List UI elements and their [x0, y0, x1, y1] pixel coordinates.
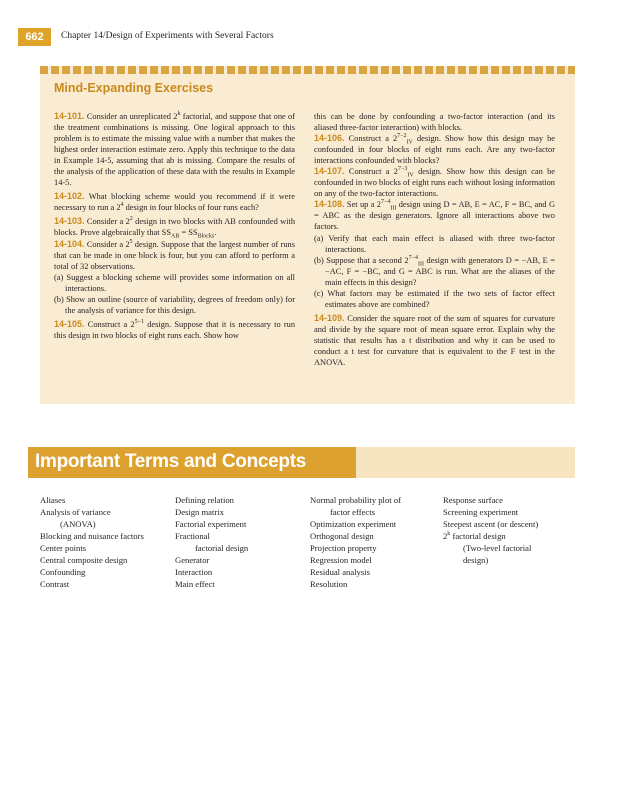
- exercise-14-108-a: (a) Verify that each main effect is aliased with three two-factor interactions.: [314, 233, 555, 254]
- page-header: [0, 28, 639, 46]
- term-item: Generator: [175, 555, 210, 566]
- mind-expanding-exercises-box: [40, 66, 575, 404]
- exercise-14-106: 14-106. Construct a $2^{7-2}_{IV}$ design. Show how this design may be confounded in four blocks of eight runs each. Are any two-factor interactions confounded with blocks?: [314, 133, 555, 166]
- term-item: Residual analysis: [310, 567, 370, 578]
- term-item: Factorial experiment: [175, 519, 247, 530]
- term-item: factor effects: [330, 507, 375, 518]
- term-item: 2$^k$ factorial design: [443, 531, 506, 542]
- term-item: Contrast: [40, 579, 70, 590]
- exercise-14-107: 14-107. Construct a $2^{7-3}_{IV}$ design. Show how this design can be confounded in two blocks of eight runs each without losing information on any of the two-factor interactions.: [314, 166, 555, 199]
- terms-title: Important Terms and Concepts: [35, 451, 307, 472]
- term-item: (ANOVA): [60, 519, 96, 530]
- exercise-14-104: 14-104. Consider a $2^5$ design. Suppose that the largest number of runs that can be made in one block is four, but you can afford to perform a total of 32 observations.: [54, 238, 295, 271]
- exercises-left-column: [54, 111, 295, 341]
- terms-column-2: [175, 494, 248, 590]
- terms-banner: [28, 447, 575, 478]
- term-item: Blocking and nuisance factors: [40, 531, 144, 542]
- term-item: Defining relation: [175, 495, 234, 505]
- terms-title-background: [28, 447, 356, 478]
- term-item: Orthogonal design: [310, 531, 374, 542]
- exercise-14-105: 14-105. Construct a $2^{5-1}$ design. Suppose that it is necessary to run this design in two blocks of eight runs each. Show how: [54, 318, 296, 340]
- term-item: design): [463, 555, 489, 566]
- exercise-14-104-b: (b) Show an outline (source of variability, degrees of freedom only) for the analysis of variance for this design.: [54, 294, 295, 315]
- term-item: Regression model: [310, 555, 372, 566]
- term-item: (Two-level factorial: [463, 543, 532, 554]
- term-item: Central composite design: [40, 555, 128, 566]
- exercise-14-103: 14-103. Consider a $2^2$ design in two blocks with AB confounded with blocks. Prove algebraically that $SS_{AB} = SS_{Blocks}$.: [54, 216, 296, 241]
- mind-title: Mind-Expanding Exercises: [54, 81, 214, 95]
- chapter-title: Chapter 14/Design of Experiments with Several Factors: [61, 31, 274, 41]
- exercise-14-108-b: (b) Suppose that a second $2^{7-4}_{III}$ design with generators D = −AB, E = −AC, F = −BC, and G = ABC is run. What are the aliases of the main effects in this design?: [314, 254, 555, 287]
- term-item: Projection property: [310, 543, 377, 554]
- term-item: Center points: [40, 543, 87, 554]
- exercise-14-102: 14-102. What blocking scheme would you recommend if it were necessary to run a $2^4$ design in four blocks of four runs each?: [54, 191, 295, 213]
- term-item: Aliases: [40, 495, 66, 505]
- term-item: factorial design: [195, 543, 249, 554]
- exercise-14-101: 14-101. Consider an unreplicated 2$^k$ factorial, and suppose that one of the treatment combinations is missing. One logical approach to this problem is to estimate the missing value with a number that makes the highest order interaction estimate zero. Apply this technique to the data in Example 14-5, assuming that ab is missing. Compare the results of the analysis of the application of these data with the results in Example 14-5.: [54, 111, 295, 188]
- term-item: Main effect: [175, 579, 215, 590]
- dashed-divider: [40, 66, 575, 74]
- exercise-14-105-continued: this can be done by confounding a two-factor interaction (and its aliased three-factor interaction) with blocks.: [314, 112, 555, 133]
- term-item: Screening experiment: [443, 507, 519, 518]
- term-item: Analysis of variance: [40, 507, 111, 518]
- exercises-right-column: [314, 111, 555, 368]
- term-item: Steepest ascent (or descent): [443, 519, 539, 530]
- term-item: Resolution: [310, 579, 348, 590]
- term-item: Fractional: [175, 531, 210, 542]
- term-item: Response surface: [443, 495, 503, 505]
- exercise-14-108: 14-108. Set up a $2^{7-4}_{III}$ design using D = AB, E = AC, F = BC, and G = ABC as the design generators. Ignore all interactions above two factors.: [314, 199, 556, 232]
- term-item: Optimization experiment: [310, 519, 397, 530]
- term-item: Confounding: [40, 567, 86, 578]
- exercise-14-109: 14-109. Consider the square root of the sum of squares for curvature and divide by the square root of mean square error. Explain why the statistic that results has a t distribution and why it can be used to conduct a t test for curvature that is equivalent to the F test in the ANOVA.: [314, 312, 556, 368]
- term-item: Interaction: [175, 567, 213, 578]
- exercise-14-104-a: (a) Suggest a blocking scheme will provides some information on all interactions.: [54, 272, 295, 293]
- terms-column-4: [443, 494, 538, 566]
- terms-column-3: [310, 494, 401, 590]
- exercise-14-108-c: (c) What factors may be estimated if the two sets of factor effect estimates above are combined?: [314, 288, 555, 309]
- page-number: 662: [18, 28, 51, 46]
- term-item: Normal probability plot of: [310, 495, 401, 505]
- terms-column-1: [40, 494, 144, 590]
- term-item: Design matrix: [175, 507, 224, 518]
